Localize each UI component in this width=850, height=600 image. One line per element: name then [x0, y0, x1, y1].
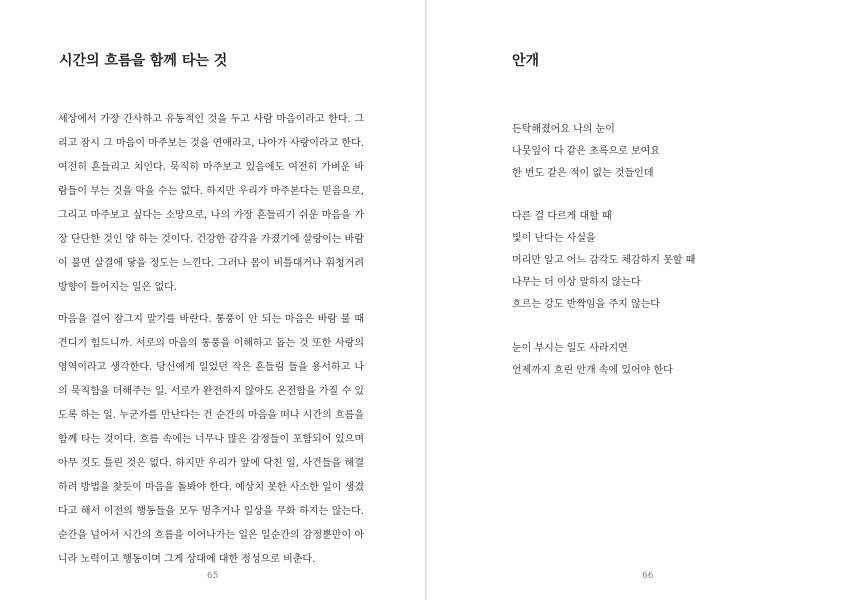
poem-line: 언제까지 흐린 안개 속에 있어야 한다: [512, 365, 673, 376]
page-number-right: 66: [642, 571, 654, 581]
essay-paragraph-2: 마음을 걸어 잠그지 말기를 바란다. 통풍이 안 되는 마음은 바람 불 때 견디기 힘드니까. 서로의 마음의 통풍을 이해하고 돕는 것 또한 사랑의 영역이라고 생각한다. 당신에게 일었던 작은 흔들림 들을 용서하고 나의 묵직함을 더해주는 일. 서로가 완전하지 않아도 온전함을 가질 수 있도록 하는 일. 누군가를 만난다는 건 순간의 마음을 떠나 시간의 흐름을 함께 타는 것이다. 흐름 속에는 너무나 많은 감정들이 포함되어 있으며 아무 것도 틀린 것은 없다. 하지만 우리가 앞에 닥친 일, 사건들을 해결하려 방법을 찾듯이 마음을 돌봐야 한다. 예상치 못한 사소한 일이 생겼다고 해서 이전의 행동들을 모두 멈추거나 일상을 무화 하지는 않는다. 순간을 넘어서 시간의 흐름을 이어나가는 일은 일순간의 감정뿐만이 아니라 노력이고 행동이며 그게 상대에 대한 정성으로 비춘다.: [58, 314, 364, 565]
poem-line: 머리만 알고 어느 감각도 체감하지 못할 때: [512, 255, 696, 266]
poem-line: 흐르는 강도 반짝임을 주지 않는다: [512, 299, 660, 310]
page-number-left: 65: [207, 571, 219, 581]
poem-stanza-2: [512, 206, 695, 316]
essay-title: 시간의 흐름을 함께 타는 것: [59, 53, 228, 69]
poem-line: 한 번도 같은 적이 없는 것들인데: [512, 168, 654, 179]
essay-paragraph-1: 세상에서 가장 간사하고 유동적인 것을 두고 사람 마음이라고 한다. 그리고 잠시 그 마음이 마주보는 것을 연애라고, 나아가 사랑이라고 한다. 여전히 흔들리고 치인다. 묵직히 마주보고 있음에도 여전히 가벼운 바람들이 부는 것을 막을 수는 없다. 하지만 우리가 마주본다는 믿음으로, 그리고 마주보고 싶다는 소망으로, 나의 가장 흔들리기 쉬운 마음을 가장 단단한 것인 양 하는 것이다. 건강한 감각을 가졌기에 살랑이는 바람이 불면 살결에 닿을 정도는 느낀다. 그러나 몸이 비틀대거나 휘청거려 방향이 틀어지는 일은 없다.: [58, 114, 364, 293]
poem-line: 빛이 난다는 사실을: [512, 233, 596, 244]
poem-stanza-1: [512, 119, 660, 185]
poem-line: 나뭇잎이 다 같은 초록으로 보여요: [512, 146, 660, 157]
poem-line: 나무는 더 이상 말하지 않는다: [512, 277, 641, 288]
right-page: [427, 0, 850, 600]
poem-line: 눈이 부시는 일도 사라지면: [512, 343, 628, 354]
poem-stanza-3: [512, 338, 673, 382]
poem-line: 든탁해졌어요 나의 눈이: [512, 124, 615, 135]
poem-line: 다른 걸 다르게 대할 때: [512, 211, 612, 222]
poem-title: 안개: [512, 53, 540, 69]
